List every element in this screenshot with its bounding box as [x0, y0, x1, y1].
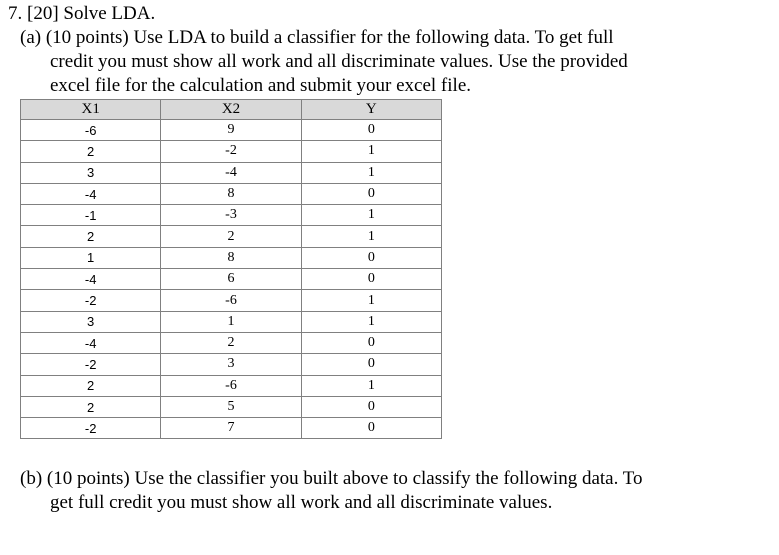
table-row	[21, 418, 442, 439]
table-row	[21, 120, 442, 141]
cell-x1: -4	[21, 183, 161, 204]
cell-y: 0	[301, 418, 441, 439]
cell-y: 0	[301, 269, 441, 290]
cell-x2: -6	[161, 290, 301, 311]
table-row	[21, 354, 442, 375]
cell-y: 1	[301, 226, 441, 247]
cell-x1: -4	[21, 332, 161, 353]
table-body	[21, 120, 442, 439]
cell-x2: 2	[161, 332, 301, 353]
cell-x1: -2	[21, 354, 161, 375]
cell-x2: -2	[161, 141, 301, 162]
part-b-text-line-2: get full credit you must show all work and all discriminate values.	[50, 492, 553, 513]
cell-y: 1	[301, 375, 441, 396]
cell-x2: 3	[161, 354, 301, 375]
part-a-text-line-1: (a) (10 points) Use LDA to build a classifier for the following data. To get full	[20, 27, 614, 48]
cell-y: 1	[301, 290, 441, 311]
cell-x2: 9	[161, 120, 301, 141]
cell-y: 1	[301, 141, 441, 162]
cell-x1: -1	[21, 205, 161, 226]
header-y: Y	[301, 100, 441, 120]
cell-x2: 5	[161, 396, 301, 417]
cell-y: 1	[301, 162, 441, 183]
cell-x1: -2	[21, 418, 161, 439]
table-row	[21, 332, 442, 353]
header-x2: X2	[161, 100, 301, 120]
cell-x1: -6	[21, 120, 161, 141]
question-title: 7. [20] Solve LDA.	[8, 3, 156, 24]
table-row	[21, 226, 442, 247]
cell-x2: -4	[161, 162, 301, 183]
table-row	[21, 290, 442, 311]
part-a-text-line-2: credit you must show all work and all discriminate values. Use the provided	[50, 51, 628, 72]
cell-y: 1	[301, 205, 441, 226]
cell-x1: 3	[21, 311, 161, 332]
part-a-text-line-3: excel file for the calculation and submit your excel file.	[50, 75, 471, 96]
cell-y: 0	[301, 120, 441, 141]
cell-x1: 1	[21, 247, 161, 268]
cell-x2: 2	[161, 226, 301, 247]
table-row	[21, 269, 442, 290]
table-row	[21, 141, 442, 162]
cell-x2: 7	[161, 418, 301, 439]
cell-x2: 1	[161, 311, 301, 332]
cell-x1: 2	[21, 141, 161, 162]
table-row	[21, 183, 442, 204]
cell-x1: -2	[21, 290, 161, 311]
table-row	[21, 396, 442, 417]
cell-x1: -4	[21, 269, 161, 290]
table-row	[21, 205, 442, 226]
cell-x1: 2	[21, 375, 161, 396]
cell-y: 0	[301, 332, 441, 353]
table-row	[21, 247, 442, 268]
table-row	[21, 162, 442, 183]
cell-y: 0	[301, 183, 441, 204]
table-row	[21, 375, 442, 396]
cell-y: 1	[301, 311, 441, 332]
table-header-row	[21, 100, 442, 120]
cell-x1: 2	[21, 396, 161, 417]
cell-y: 0	[301, 354, 441, 375]
cell-x2: -3	[161, 205, 301, 226]
table-row	[21, 311, 442, 332]
header-x1: X1	[21, 100, 161, 120]
cell-y: 0	[301, 396, 441, 417]
data-table	[20, 99, 442, 439]
cell-x2: 8	[161, 247, 301, 268]
cell-x2: 8	[161, 183, 301, 204]
part-b-text-line-1: (b) (10 points) Use the classifier you built above to classify the following data. To	[20, 468, 643, 489]
cell-x2: 6	[161, 269, 301, 290]
cell-x1: 3	[21, 162, 161, 183]
cell-y: 0	[301, 247, 441, 268]
cell-x2: -6	[161, 375, 301, 396]
cell-x1: 2	[21, 226, 161, 247]
